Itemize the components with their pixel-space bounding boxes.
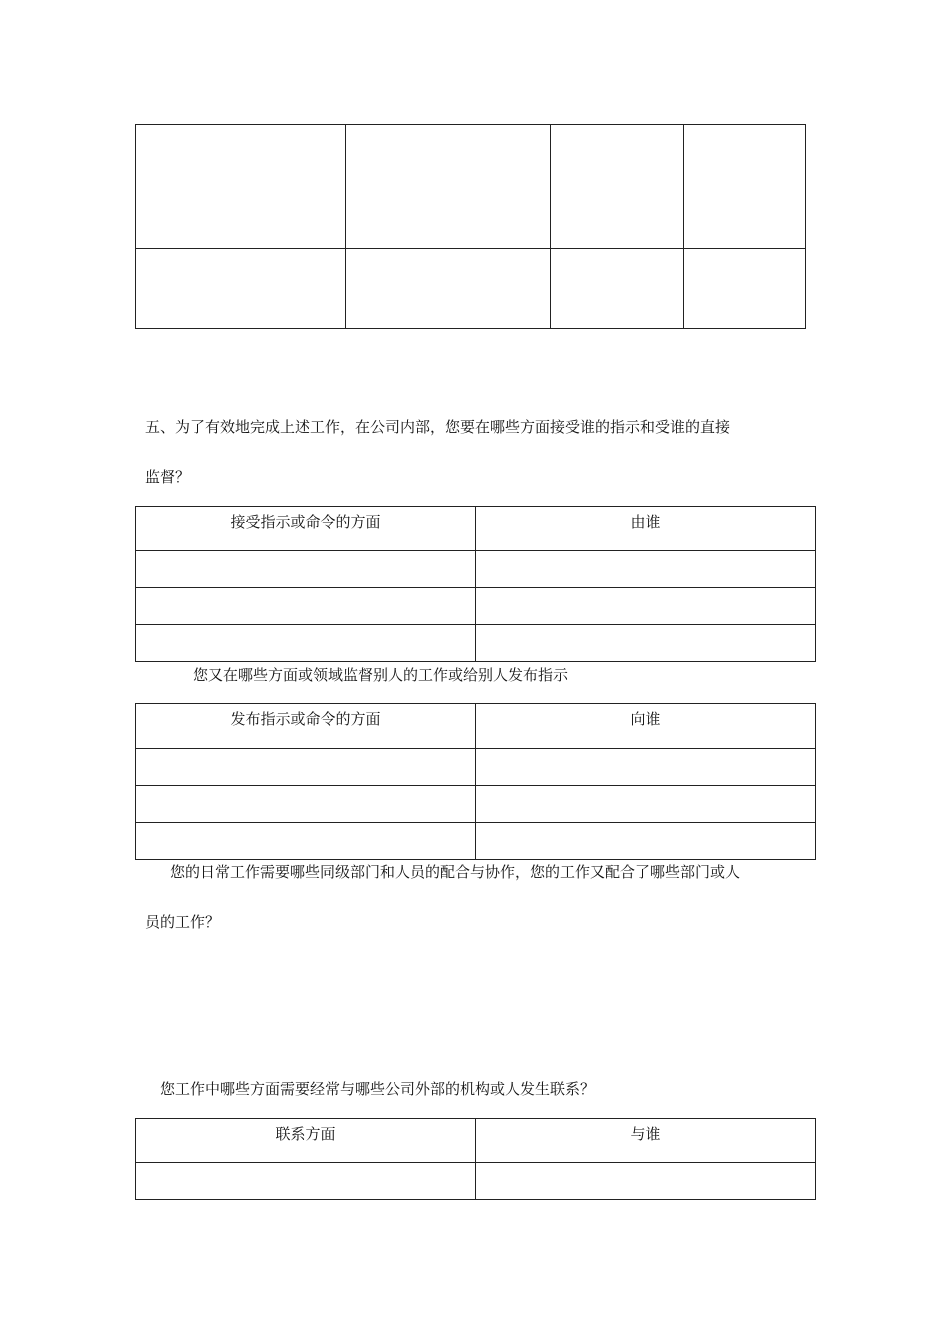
table-row: [136, 1163, 816, 1200]
table-cell[interactable]: [136, 749, 476, 786]
column-header-contact-aspect: 联系方面: [136, 1119, 476, 1163]
table-cell[interactable]: [136, 823, 476, 860]
supervise-question: 您又在哪些方面或领域监督别人的工作或给别人发布指示: [193, 666, 569, 684]
table-row: [136, 749, 816, 786]
table-row: [136, 786, 816, 823]
table-row: [136, 249, 806, 329]
external-contacts-table: [135, 1118, 816, 1200]
table-cell[interactable]: [136, 786, 476, 823]
table-row: [136, 823, 816, 860]
column-header-to-whom: 向谁: [476, 704, 816, 749]
column-header-aspect: 发布指示或命令的方面: [136, 704, 476, 749]
table-cell[interactable]: [551, 125, 684, 249]
table-cell[interactable]: [346, 249, 551, 329]
table-row: [136, 551, 816, 588]
column-header-aspect: 接受指示或命令的方面: [136, 507, 476, 551]
table-header-row: [136, 704, 816, 749]
table-row: [136, 625, 816, 662]
table-cell[interactable]: [476, 749, 816, 786]
table-cell[interactable]: [476, 588, 816, 625]
table-cell[interactable]: [551, 249, 684, 329]
column-header-with-whom: 与谁: [476, 1119, 816, 1163]
table-cell[interactable]: [476, 551, 816, 588]
table-cell[interactable]: [136, 125, 346, 249]
table-header-row: [136, 507, 816, 551]
table-row: [136, 125, 806, 249]
table-cell[interactable]: [136, 249, 346, 329]
table-cell[interactable]: [476, 625, 816, 662]
table-row: [136, 588, 816, 625]
section5-question-line2: 监督？: [145, 468, 191, 486]
table-cell[interactable]: [476, 823, 816, 860]
table-cell[interactable]: [346, 125, 551, 249]
section5-question-line1: 五、为了有效地完成上述工作，在公司内部，您要在哪些方面接受谁的指示和受谁的直接: [145, 418, 731, 436]
external-question: 您工作中哪些方面需要经常与哪些公司外部的机构或人发生联系？: [160, 1080, 596, 1098]
table-header-row: [136, 1119, 816, 1163]
column-header-by-whom: 由谁: [476, 507, 816, 551]
table-cell[interactable]: [684, 249, 806, 329]
table-cell[interactable]: [136, 1163, 476, 1200]
receive-instructions-table: [135, 506, 816, 662]
issue-instructions-table: [135, 703, 816, 860]
table-cell[interactable]: [476, 1163, 816, 1200]
cooperation-question-line2: 员的工作？: [145, 913, 221, 931]
top-empty-table: [135, 124, 806, 329]
table-cell[interactable]: [136, 625, 476, 662]
table-cell[interactable]: [136, 588, 476, 625]
cooperation-question-line1: 您的日常工作需要哪些同级部门和人员的配合与协作，您的工作又配合了哪些部门或人: [170, 863, 741, 881]
table-cell[interactable]: [136, 551, 476, 588]
table-cell[interactable]: [684, 125, 806, 249]
table-cell[interactable]: [476, 786, 816, 823]
